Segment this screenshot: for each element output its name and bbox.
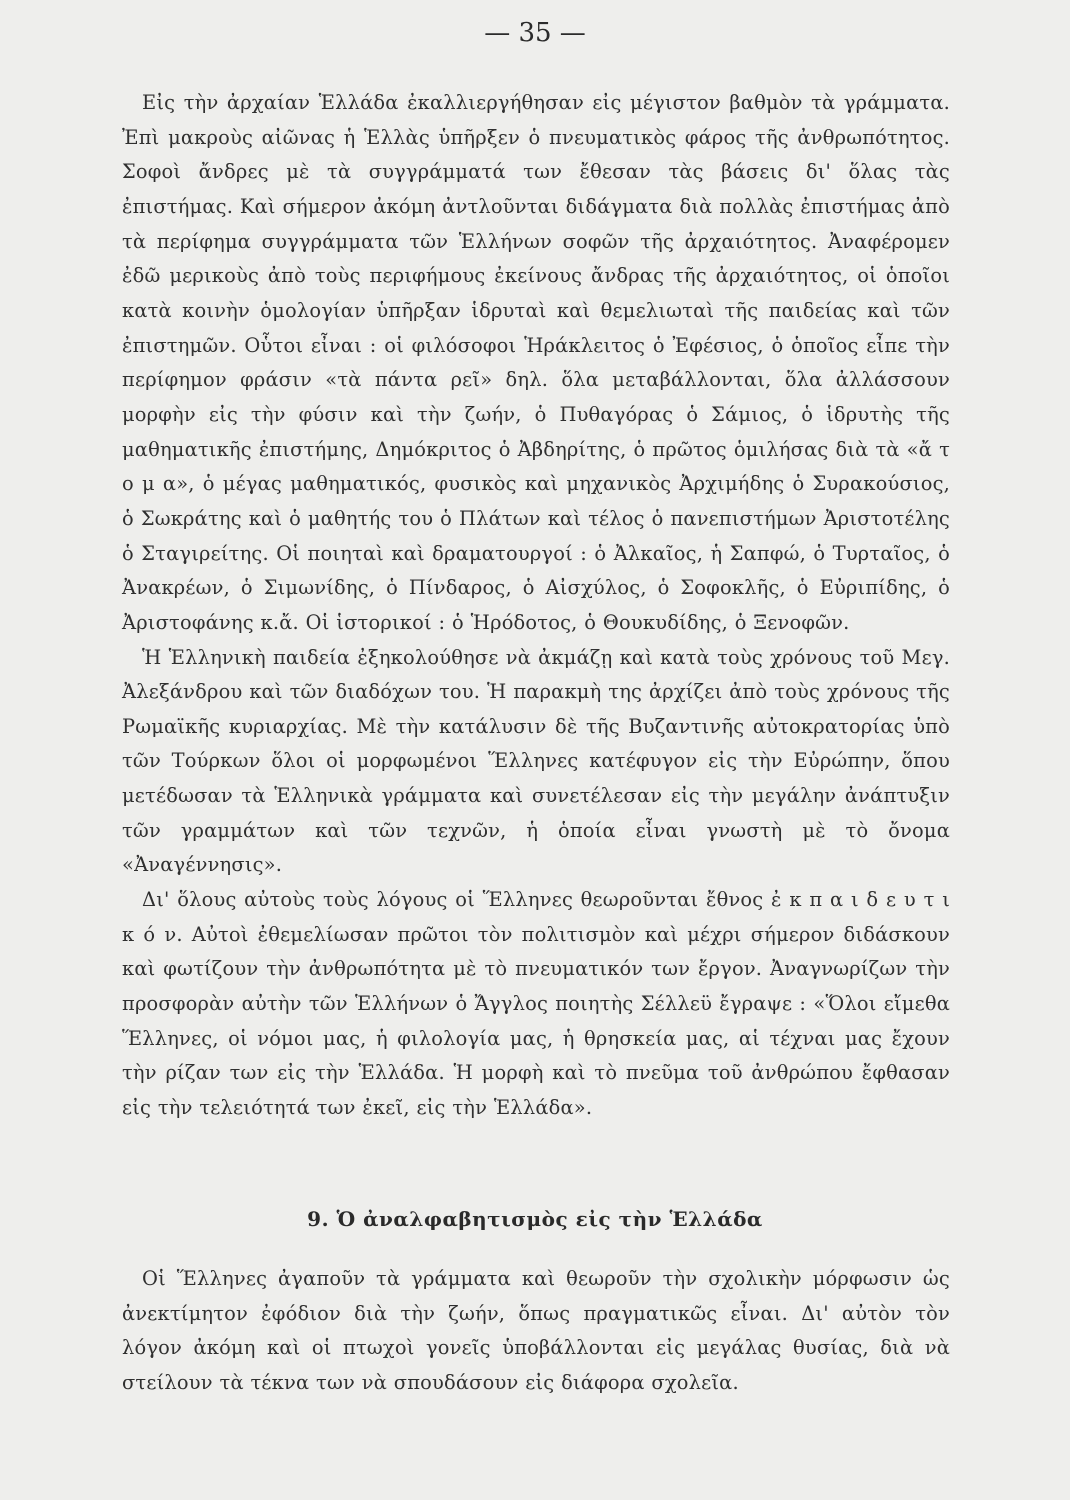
paragraph-3: Δι' ὅλους αὐτοὺς τοὺς λόγους οἱ Ἕλληνες θεωροῦνται ἔθνος ἐ κ π α ι δ ε υ τ ι κ ό ν. Αὐτοὶ ἐθεμελίωσαν πρῶτοι τὸν πολιτισμὸν καὶ μέχρι σήμερον διδάσκουν καὶ φωτίζουν τὴν ἀνθρωπότητα μὲ τὸ πνευματικόν των ἔργον. Ἀναγνωρίζων τὴν προσφορὰν αὐτὴν τῶν Ἑλλήνων ὁ Ἄγγλος ποιητὴς Σέλλεϋ ἔγραψε : «Ὅλοι εἴμεθα Ἕλληνες, οἱ νόμοι μας, ἡ φιλολογία μας, ἡ θρησκεία μας, αἱ τέχναι μας ἔχουν τὴν ρίζαν των εἰς τὴν Ἑλλάδα. Ἡ μορφὴ καὶ τὸ πνεῦμα τοῦ ἀνθρώπου ἔφθασαν εἰς τὴν τελειότητά των ἐκεῖ, εἰς τὴν Ἑλλάδα». xyxy=(122,888,950,1120)
section-text xyxy=(122,1262,950,1401)
section-paragraph: Οἱ Ἕλληνες ἀγαποῦν τὰ γράμματα καὶ θεωροῦν τὴν σχολικὴν μόρφωσιν ὡς ἀνεκτίμητον ἐφόδιον διὰ τὴν ζωήν, ὅπως πραγματικῶς εἶναι. Δι' αὐτὸν τὸν λόγον ἀκόμη καὶ οἱ πτωχοὶ γονεῖς ὑποβάλλονται εἰς μεγάλας θυσίας, διὰ νὰ στείλουν τὰ τέκνα των νὰ σπουδάσουν εἰς διάφορα σχολεῖα. xyxy=(122,1267,950,1394)
section-heading: 9. Ὁ ἀναλφαβητισμὸς εἰς τὴν Ἑλλάδα xyxy=(307,1207,763,1231)
page-number: — 35 — xyxy=(484,18,586,48)
paragraph-2: Ἡ Ἑλληνικὴ παιδεία ἐξηκολούθησε νὰ ἀκμάζῃ καὶ κατὰ τοὺς χρόνους τοῦ Μεγ. Ἀλεξάνδρου καὶ τῶν διαδόχων του. Ἡ παρακμὴ της ἀρχίζει ἀπὸ τοὺς χρόνους τῆς Ρωμαϊκῆς κυριαρχίας. Μὲ τὴν κατάλυσιν δὲ τῆς Βυζαντινῆς αὐτοκρατορίας ὑπὸ τῶν Τούρκων ὅλοι οἱ μορφωμένοι Ἕλληνες κατέφυγον εἰς τὴν Εὐρώπην, ὅπου μετέδωσαν τὰ Ἑλληνικὰ γράμματα καὶ συνετέλεσαν εἰς τὴν μεγάλην ἀνάπτυξιν τῶν γραμμάτων καὶ τῶν τεχνῶν, ἡ ὁποία εἶναι γνωστὴ μὲ τὸ ὄνομα «Ἀναγέννησις». xyxy=(122,645,950,877)
main-text xyxy=(122,86,950,1126)
paragraph-1: Εἰς τὴν ἀρχαίαν Ἑλλάδα ἐκαλλιεργήθησαν εἰς μέγιστον βαθμὸν τὰ γράμματα. Ἐπὶ μακροὺς αἰῶνας ἡ Ἑλλὰς ὑπῆρξεν ὁ πνευματικὸς φάρος τῆς ἀνθρωπότητος. Σοφοὶ ἄνδρες μὲ τὰ συγγράμματά των ἔθεσαν τὰς βάσεις δι' ὅλας τὰς ἐπιστήμας. Καὶ σήμερον ἀκόμη ἀντλοῦνται διδάγματα διὰ πολλὰς ἐπιστήμας ἀπὸ τὰ περίφημα συγγράμματα τῶν Ἑλλήνων σοφῶν τῆς ἀρχαιότητος. Ἀναφέρομεν ἐδῶ μερικοὺς ἀπὸ τοὺς περιφήμους ἐκείνους ἄνδρας τῆς ἀρχαιότητος, οἱ ὁποῖοι κατὰ κοινὴν ὁμολογίαν ὑπῆρξαν ἱδρυταὶ καὶ θεμελιωταὶ τῆς παιδείας καὶ τῶν ἐπιστημῶν. Οὗτοι εἶναι : οἱ φιλόσοφοι Ἡράκλειτος ὁ Ἐφέσιος, ὁ ὁποῖος εἶπε τὴν περίφημον φράσιν «τὰ πάντα ρεῖ» δηλ. ὅλα μεταβάλλονται, ὅλα ἀλλάσσουν μορφὴν εἰς τὴν φύσιν καὶ τὴν ζωήν, ὁ Πυθαγόρας ὁ Σάμιος, ὁ ἱδρυτὴς τῆς μαθηματικῆς ἐπιστήμης, Δημόκριτος ὁ Ἀβδηρίτης, ὁ πρῶτος ὁμιλήσας διὰ τὰ «ἄ τ ο μ α», ὁ μέγας μαθηματικός, φυσικὸς καὶ μηχανικὸς Ἀρχιμήδης ὁ Συρακούσιος, ὁ Σωκράτης καὶ ὁ μαθητής του ὁ Πλάτων καὶ τέλος ὁ πανεπιστήμων Ἀριστοτέλης ὁ Σταγιρείτης. Οἱ ποιηταὶ καὶ δραματουργοί : ὁ Ἀλκαῖος, ἡ Σαπφώ, ὁ Τυρταῖος, ὁ Ἀνακρέων, ὁ Σιμωνίδης, ὁ Πίνδαρος, ὁ Αἰσχύλος, ὁ Σοφοκλῆς, ὁ Εὐριπίδης, ὁ Ἀριστοφάνης κ.ἄ. Οἱ ἱστορικοί : ὁ Ἡρόδοτος, ὁ Θουκυδίδης, ὁ Ξενοφῶν. xyxy=(122,91,950,634)
